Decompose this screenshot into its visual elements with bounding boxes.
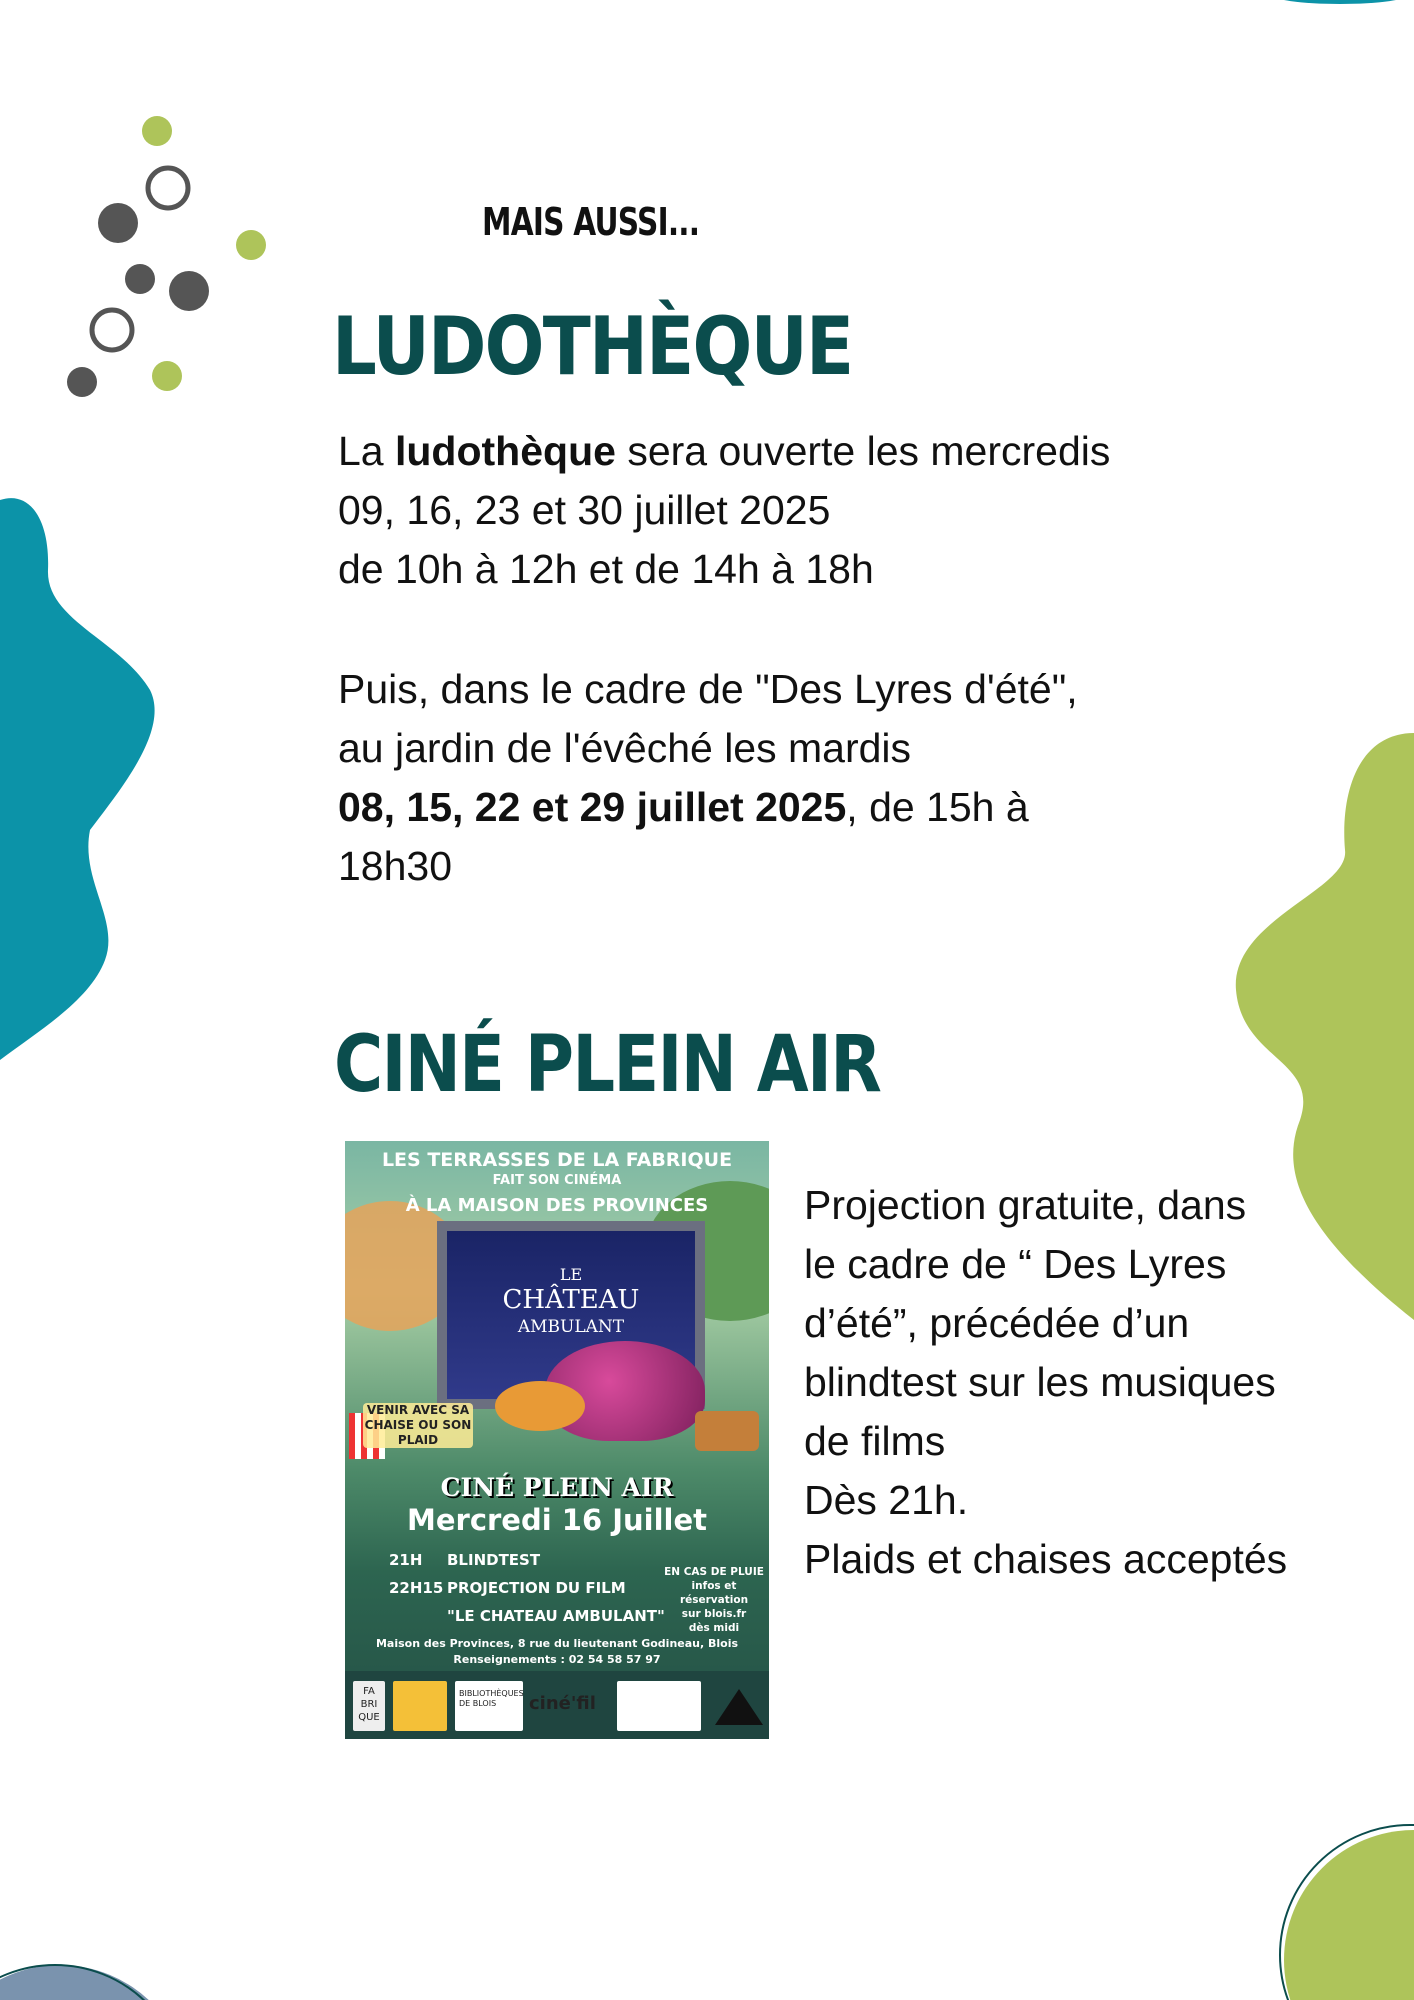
teal-blob-left: [0, 498, 155, 1060]
cine-desc-line: le cadre de “ Des Lyres: [804, 1241, 1227, 1287]
cine-description: [804, 1176, 1364, 1589]
dot-outline: [92, 310, 132, 350]
schedule-label: PROJECTION DU FILM: [447, 1579, 626, 1597]
poster-film-name: "LE CHATEAU AMBULANT": [447, 1607, 665, 1625]
dot-dark: [67, 367, 97, 397]
text-run-bold: ludothèque: [395, 428, 616, 474]
screen-text-le: LE: [559, 1265, 583, 1284]
kicker-heading: MAIS AUSSI...: [482, 200, 700, 244]
ludotheque-paragraph-2: [338, 660, 1198, 896]
logo-agglopolys: [617, 1681, 701, 1731]
teal-sliver-top-right: [1270, 0, 1410, 4]
venir-line: PLAID: [397, 1433, 439, 1447]
logo-text: QUE: [358, 1712, 380, 1723]
dot-lime: [236, 230, 266, 260]
poster-rain-info: [661, 1565, 767, 1635]
poster-schedule-1: [389, 1551, 541, 1569]
cine-desc-line: blindtest sur les musiques: [804, 1359, 1276, 1405]
cine-desc-line: Dès 21h.: [804, 1477, 969, 1523]
logo-text: FA: [363, 1686, 375, 1697]
rain-line: dès midi: [688, 1622, 740, 1634]
text-run: sera ouverte les mercredis: [615, 428, 1111, 474]
logo-text: BRI: [360, 1699, 378, 1710]
dot-dark: [98, 203, 138, 243]
dot-lime: [152, 361, 182, 391]
venir-line: CHAISE OU SON: [364, 1418, 472, 1432]
cine-desc-line: d’été”, précédée d’un: [804, 1300, 1190, 1346]
ludotheque-p2-line-4: 18h30: [338, 843, 453, 889]
ludotheque-line-2: 09, 16, 23 et 30 juillet 2025: [338, 487, 831, 533]
slate-circle-bottom-left: [0, 1965, 190, 2000]
logo-fabrique: [353, 1681, 385, 1731]
lime-circle-bottom-right: [1284, 1830, 1414, 2000]
cine-title: CINÉ PLEIN AIR: [334, 1020, 881, 1110]
schedule-time: 22H15: [389, 1579, 444, 1597]
ludotheque-p2-line-1: Puis, dans le cadre de "Des Lyres d'été",: [338, 666, 1078, 712]
dot-dark: [125, 264, 155, 294]
poster-phone: Renseignements : 02 54 58 57 97: [453, 1653, 661, 1666]
poster-header-2: FAIT SON CINÉMA: [492, 1173, 622, 1188]
logo-text: DE BLOIS: [459, 1699, 497, 1708]
dot-lime: [142, 116, 172, 146]
logo-text: BIBLIOTHÈQUES: [459, 1689, 524, 1698]
screen-text-ambulant: AMBULANT: [517, 1317, 625, 1337]
logo-maison-provinces: [393, 1681, 447, 1731]
cine-desc-line: Plaids et chaises acceptés: [804, 1536, 1288, 1582]
schedule-time: 21H: [389, 1551, 423, 1569]
ludotheque-line-3: de 10h à 12h et de 14h à 18h: [338, 546, 874, 592]
cine-desc-line: de films: [804, 1418, 946, 1464]
logo-cinefil: ciné'fil: [529, 1693, 596, 1714]
logo-bibliotheques: [455, 1681, 523, 1731]
rain-line: EN CAS DE PLUIE: [664, 1566, 764, 1578]
poster-schedule-2: [389, 1579, 626, 1597]
ludotheque-paragraph-1: [338, 422, 1238, 599]
text-run-bold: 08, 15, 22 et 29 juillet 2025: [338, 784, 847, 830]
rain-line: sur blois.fr: [681, 1608, 747, 1620]
schedule-label: BLINDTEST: [447, 1551, 541, 1569]
ludotheque-p2-line-2: au jardin de l'évêché les mardis: [338, 725, 912, 771]
cine-poster: [345, 1141, 769, 1739]
ludotheque-line-1: [338, 422, 1238, 481]
text-run: , de 15h à: [846, 784, 1029, 830]
logo-blois: [715, 1689, 763, 1725]
dot-outline: [148, 168, 188, 208]
dot-dark: [169, 271, 209, 311]
poster-address: Maison des Provinces, 8 rue du lieutenant Godineau, Blois: [375, 1637, 739, 1650]
rain-line: infos et réservation: [679, 1580, 749, 1606]
venir-line: VENIR AVEC SA: [366, 1403, 470, 1417]
screen-text-chateau: CHÂTEAU: [502, 1285, 640, 1315]
ludotheque-p2-line-3: [338, 778, 1198, 837]
poster-header-3: À LA MAISON DES PROVINCES: [405, 1195, 709, 1216]
poster-event-title: CINÉ PLEIN AIR: [440, 1473, 674, 1502]
poster-beanbag: [495, 1381, 585, 1431]
poster-venir-note: [363, 1403, 473, 1448]
poster-basket: [695, 1411, 759, 1451]
text-run: La: [338, 428, 395, 474]
cine-desc-line: Projection gratuite, dans: [804, 1182, 1247, 1228]
poster-event-date: Mercredi 16 Juillet: [406, 1503, 708, 1537]
poster-header-1: LES TERRASSES DE LA FABRIQUE: [381, 1149, 733, 1171]
ludotheque-title: LUDOTHÈQUE: [332, 300, 853, 393]
